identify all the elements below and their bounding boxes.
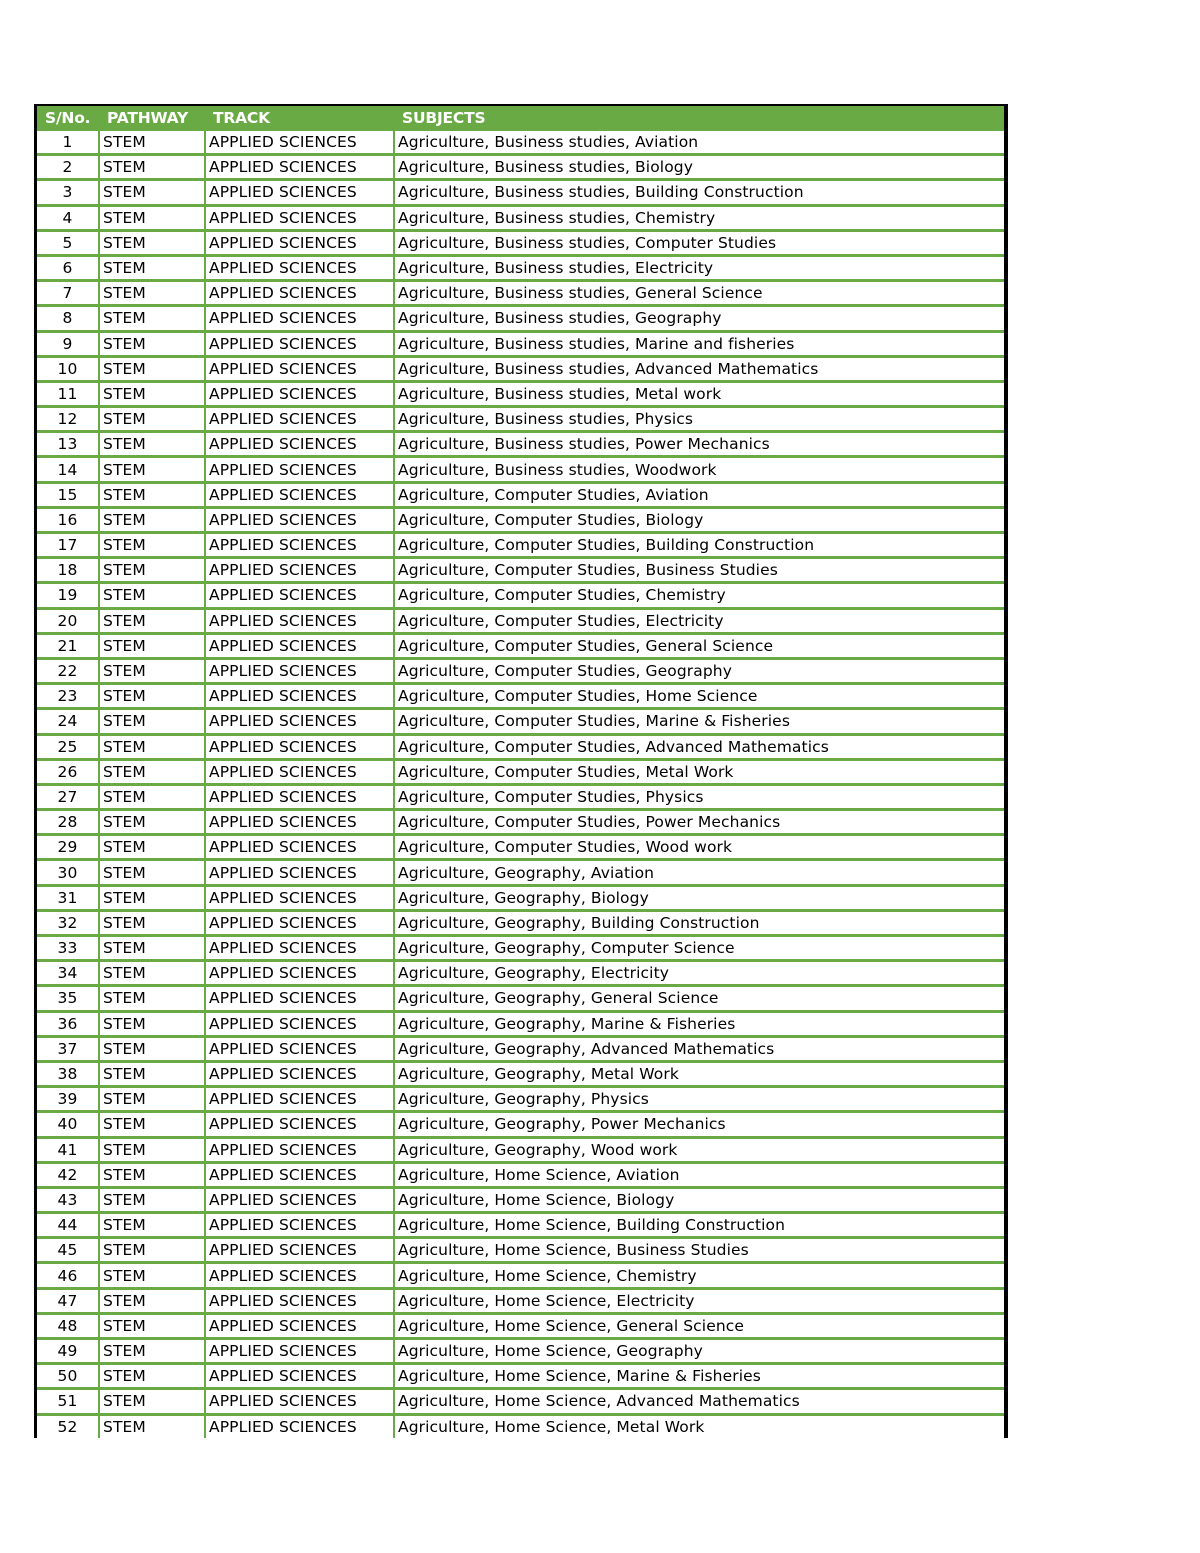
cell-sno: 36 xyxy=(37,1011,99,1036)
table-row xyxy=(37,1187,1004,1212)
cell-track: APPLIED SCIENCES xyxy=(205,130,394,155)
cell-sno: 35 xyxy=(37,986,99,1011)
cell-pathway: STEM xyxy=(99,1414,205,1438)
cell-subjects: Agriculture, Computer Studies, Marine & Fisheries xyxy=(394,709,1004,734)
table-row xyxy=(37,130,1004,155)
cell-sno: 21 xyxy=(37,633,99,658)
cell-pathway: STEM xyxy=(99,1313,205,1338)
cell-track: APPLIED SCIENCES xyxy=(205,533,394,558)
cell-pathway: STEM xyxy=(99,583,205,608)
cell-sno: 41 xyxy=(37,1137,99,1162)
cell-track: APPLIED SCIENCES xyxy=(205,583,394,608)
cell-subjects: Agriculture, Computer Studies, Aviation xyxy=(394,482,1004,507)
cell-subjects: Agriculture, Business studies, Building Construction xyxy=(394,180,1004,205)
cell-subjects: Agriculture, Business studies, Woodwork xyxy=(394,457,1004,482)
header-sno: S/No. xyxy=(37,106,99,130)
cell-track: APPLIED SCIENCES xyxy=(205,255,394,280)
cell-pathway: STEM xyxy=(99,1213,205,1238)
cell-sno: 52 xyxy=(57,1417,78,1436)
header-row xyxy=(37,106,1004,130)
cell-pathway: STEM xyxy=(99,608,205,633)
cell-subjects: Agriculture, Business studies, Metal work xyxy=(394,381,1004,406)
subject-combinations-table-container xyxy=(34,104,1008,1438)
table-row xyxy=(37,1339,1004,1364)
table-row xyxy=(37,1162,1004,1187)
table-row xyxy=(37,1087,1004,1112)
cell-track: APPLIED SCIENCES xyxy=(205,457,394,482)
table-row xyxy=(37,759,1004,784)
cell-pathway: STEM xyxy=(99,130,205,155)
cell-subjects: Agriculture, Computer Studies, Wood work xyxy=(394,835,1004,860)
table-row xyxy=(37,155,1004,180)
cell-track: APPLIED SCIENCES xyxy=(205,558,394,583)
cell-track: APPLIED SCIENCES xyxy=(205,230,394,255)
cell-subjects: Agriculture, Computer Studies, General Science xyxy=(394,633,1004,658)
table-row xyxy=(37,1213,1004,1238)
table-row xyxy=(37,1288,1004,1313)
cell-pathway: STEM xyxy=(99,558,205,583)
table-row xyxy=(37,1061,1004,1086)
cell-subjects: Agriculture, Computer Studies, Biology xyxy=(394,507,1004,532)
header-pathway: PATHWAY xyxy=(99,106,205,130)
cell-subjects: Agriculture, Home Science, Advanced Mathematics xyxy=(394,1389,1004,1414)
cell-track: APPLIED SCIENCES xyxy=(205,835,394,860)
cell-pathway: STEM xyxy=(99,482,205,507)
cell-pathway: STEM xyxy=(99,1061,205,1086)
table-row xyxy=(37,558,1004,583)
cell-subjects: Agriculture, Business studies, Aviation xyxy=(394,130,1004,155)
cell-sno: 38 xyxy=(37,1061,99,1086)
cell-pathway: STEM xyxy=(99,810,205,835)
table-row xyxy=(37,734,1004,759)
cell-track: APPLIED SCIENCES xyxy=(205,910,394,935)
table-row xyxy=(37,709,1004,734)
cell-track: APPLIED SCIENCES xyxy=(205,1364,394,1389)
cell-subjects: Agriculture, Computer Studies, Chemistry xyxy=(394,583,1004,608)
cell-subjects: Agriculture, Computer Studies, Physics xyxy=(394,784,1004,809)
table-row xyxy=(37,936,1004,961)
cell-pathway: STEM xyxy=(99,1263,205,1288)
cell-sno: 49 xyxy=(37,1339,99,1364)
cell-subjects: Agriculture, Home Science, Building Construction xyxy=(394,1213,1004,1238)
table-row xyxy=(37,583,1004,608)
table-body xyxy=(37,130,1004,1438)
cell-sno: 4 xyxy=(37,205,99,230)
cell-subjects: Agriculture, Geography, Metal Work xyxy=(394,1061,1004,1086)
table-row xyxy=(37,533,1004,558)
cell-subjects: Agriculture, Business studies, Power Mechanics xyxy=(394,432,1004,457)
cell-pathway: STEM xyxy=(99,1112,205,1137)
cell-subjects: Agriculture, Computer Studies, Building Construction xyxy=(394,533,1004,558)
cell-track: APPLIED SCIENCES xyxy=(205,1339,394,1364)
cell-subjects: Agriculture, Business studies, Electricity xyxy=(394,255,1004,280)
cell-track: APPLIED SCIENCES xyxy=(205,1061,394,1086)
cell-pathway: STEM xyxy=(99,507,205,532)
cell-sno: 44 xyxy=(37,1213,99,1238)
table-row xyxy=(37,205,1004,230)
cell-pathway: STEM xyxy=(99,860,205,885)
cell-track: APPLIED SCIENCES xyxy=(205,1263,394,1288)
table-row xyxy=(37,281,1004,306)
cell-subjects: Agriculture, Computer Studies, Electricity xyxy=(394,608,1004,633)
cell-sno: 9 xyxy=(37,331,99,356)
table-row xyxy=(37,255,1004,280)
cell-pathway: STEM xyxy=(99,432,205,457)
cell-pathway: STEM xyxy=(99,1187,205,1212)
table-row xyxy=(37,1414,1004,1438)
table-row xyxy=(37,784,1004,809)
cell-track: APPLIED SCIENCES xyxy=(205,180,394,205)
cell-sno: 3 xyxy=(37,180,99,205)
cell-subjects: Agriculture, Computer Studies, Power Mechanics xyxy=(394,810,1004,835)
table-row xyxy=(37,961,1004,986)
cell-sno: 28 xyxy=(37,810,99,835)
cell-pathway: STEM xyxy=(99,533,205,558)
table-row xyxy=(37,457,1004,482)
cell-track: APPLIED SCIENCES xyxy=(205,608,394,633)
cell-track: APPLIED SCIENCES xyxy=(205,1162,394,1187)
table-row xyxy=(37,658,1004,683)
cell-sno: 45 xyxy=(37,1238,99,1263)
table-row xyxy=(37,1263,1004,1288)
cell-sno: 51 xyxy=(37,1389,99,1414)
cell-track: APPLIED SCIENCES xyxy=(205,1313,394,1338)
cell-track: APPLIED SCIENCES xyxy=(205,381,394,406)
cell-track: APPLIED SCIENCES xyxy=(205,1137,394,1162)
cell-subjects: Agriculture, Home Science, Business Studies xyxy=(394,1238,1004,1263)
cell-subjects: Agriculture, Computer Studies, Geography xyxy=(394,658,1004,683)
cell-pathway: STEM xyxy=(99,734,205,759)
cell-pathway: STEM xyxy=(99,784,205,809)
cell-sno: 12 xyxy=(37,407,99,432)
cell-subjects: Agriculture, Home Science, Aviation xyxy=(394,1162,1004,1187)
cell-pathway: STEM xyxy=(99,759,205,784)
cell-subjects: Agriculture, Home Science, Metal Work xyxy=(394,1414,1004,1438)
cell-pathway: STEM xyxy=(99,1364,205,1389)
cell-subjects: Agriculture, Computer Studies, Home Science xyxy=(394,684,1004,709)
cell-track: APPLIED SCIENCES xyxy=(205,1011,394,1036)
cell-track: APPLIED SCIENCES xyxy=(205,709,394,734)
cell-pathway: STEM xyxy=(99,230,205,255)
cell-sno: 29 xyxy=(37,835,99,860)
cell-sno: 17 xyxy=(37,533,99,558)
cell-pathway: STEM xyxy=(99,155,205,180)
cell-track: APPLIED SCIENCES xyxy=(205,1389,394,1414)
table-row xyxy=(37,986,1004,1011)
cell-sno: 19 xyxy=(37,583,99,608)
cell-pathway: STEM xyxy=(99,281,205,306)
cell-pathway: STEM xyxy=(99,633,205,658)
table-row xyxy=(37,407,1004,432)
cell-sno: 6 xyxy=(37,255,99,280)
cell-sno: 10 xyxy=(37,356,99,381)
cell-pathway: STEM xyxy=(99,684,205,709)
cell-pathway: STEM xyxy=(99,1339,205,1364)
cell-pathway: STEM xyxy=(99,1162,205,1187)
cell-subjects: Agriculture, Computer Studies, Advanced Mathematics xyxy=(394,734,1004,759)
cell-sno: 18 xyxy=(37,558,99,583)
cell-track: APPLIED SCIENCES xyxy=(205,961,394,986)
cell-subjects: Agriculture, Geography, Power Mechanics xyxy=(394,1112,1004,1137)
cell-sno: 15 xyxy=(37,482,99,507)
cell-track: APPLIED SCIENCES xyxy=(205,1087,394,1112)
cell-sno: 27 xyxy=(37,784,99,809)
table-row xyxy=(37,885,1004,910)
cell-sno: 32 xyxy=(37,910,99,935)
cell-pathway: STEM xyxy=(99,407,205,432)
cell-sno: 34 xyxy=(37,961,99,986)
cell-subjects: Agriculture, Geography, Wood work xyxy=(394,1137,1004,1162)
cell-subjects: Agriculture, Home Science, Marine & Fisheries xyxy=(394,1364,1004,1389)
table-row xyxy=(37,1137,1004,1162)
table-row xyxy=(37,835,1004,860)
table-row xyxy=(37,910,1004,935)
table-row xyxy=(37,230,1004,255)
cell-pathway: STEM xyxy=(99,255,205,280)
cell-subjects: Agriculture, Geography, Advanced Mathematics xyxy=(394,1036,1004,1061)
cell-track: APPLIED SCIENCES xyxy=(205,482,394,507)
cell-subjects: Agriculture, Geography, Biology xyxy=(394,885,1004,910)
table-row xyxy=(37,684,1004,709)
cell-pathway: STEM xyxy=(99,1137,205,1162)
cell-pathway: STEM xyxy=(99,205,205,230)
cell-track: APPLIED SCIENCES xyxy=(205,936,394,961)
table-row xyxy=(37,1112,1004,1137)
table-row xyxy=(37,860,1004,885)
cell-pathway: STEM xyxy=(99,961,205,986)
table-row xyxy=(37,810,1004,835)
cell-sno: 39 xyxy=(37,1087,99,1112)
table-row xyxy=(37,331,1004,356)
cell-track: APPLIED SCIENCES xyxy=(205,331,394,356)
cell-pathway: STEM xyxy=(99,1389,205,1414)
cell-sno: 1 xyxy=(37,130,99,155)
cell-subjects: Agriculture, Geography, Building Construction xyxy=(394,910,1004,935)
subject-combinations-table xyxy=(37,106,1004,1438)
cell-pathway: STEM xyxy=(99,356,205,381)
cell-subjects: Agriculture, Business studies, Computer Studies xyxy=(394,230,1004,255)
cell-track: APPLIED SCIENCES xyxy=(205,860,394,885)
cell-sno: 24 xyxy=(37,709,99,734)
cell-sno: 48 xyxy=(37,1313,99,1338)
cell-subjects: Agriculture, Home Science, General Science xyxy=(394,1313,1004,1338)
cell-sno: 42 xyxy=(37,1162,99,1187)
cell-pathway: STEM xyxy=(99,1087,205,1112)
cell-track: APPLIED SCIENCES xyxy=(205,986,394,1011)
cell-subjects: Agriculture, Home Science, Biology xyxy=(394,1187,1004,1212)
cell-pathway: STEM xyxy=(99,835,205,860)
table-row xyxy=(37,1389,1004,1414)
cell-sno: 20 xyxy=(37,608,99,633)
cell-subjects: Agriculture, Geography, Electricity xyxy=(394,961,1004,986)
table-row xyxy=(37,381,1004,406)
cell-pathway: STEM xyxy=(99,936,205,961)
cell-track: APPLIED SCIENCES xyxy=(205,1288,394,1313)
cell-sno: 40 xyxy=(37,1112,99,1137)
cell-subjects: Agriculture, Business studies, Biology xyxy=(394,155,1004,180)
cell-track: APPLIED SCIENCES xyxy=(205,1238,394,1263)
cell-sno: 31 xyxy=(37,885,99,910)
cell-track: APPLIED SCIENCES xyxy=(205,281,394,306)
cell-sno: 22 xyxy=(37,658,99,683)
table-row xyxy=(37,356,1004,381)
cell-pathway: STEM xyxy=(99,910,205,935)
cell-subjects: Agriculture, Home Science, Electricity xyxy=(394,1288,1004,1313)
cell-pathway: STEM xyxy=(99,1036,205,1061)
table-header xyxy=(37,106,1004,130)
cell-track: APPLIED SCIENCES xyxy=(205,432,394,457)
cell-track: APPLIED SCIENCES xyxy=(205,759,394,784)
header-subjects: SUBJECTS xyxy=(394,106,1004,130)
cell-sno: 13 xyxy=(37,432,99,457)
cell-subjects: Agriculture, Computer Studies, Metal Work xyxy=(394,759,1004,784)
cell-subjects: Agriculture, Geography, Aviation xyxy=(394,860,1004,885)
cell-track: APPLIED SCIENCES xyxy=(205,306,394,331)
cell-track: APPLIED SCIENCES xyxy=(205,1187,394,1212)
cell-subjects: Agriculture, Geography, Computer Science xyxy=(394,936,1004,961)
table-row xyxy=(37,432,1004,457)
cell-subjects: Agriculture, Geography, Physics xyxy=(394,1087,1004,1112)
cell-subjects: Agriculture, Business studies, General Science xyxy=(394,281,1004,306)
cell-sno: 2 xyxy=(37,155,99,180)
cell-subjects: Agriculture, Geography, Marine & Fisheries xyxy=(394,1011,1004,1036)
cell-sno: 16 xyxy=(37,507,99,532)
cell-pathway: STEM xyxy=(99,986,205,1011)
cell-track: APPLIED SCIENCES xyxy=(205,507,394,532)
cell-subjects: Agriculture, Business studies, Advanced Mathematics xyxy=(394,356,1004,381)
cell-track: APPLIED SCIENCES xyxy=(205,684,394,709)
cell-pathway: STEM xyxy=(99,180,205,205)
table-row xyxy=(37,1238,1004,1263)
cell-subjects: Agriculture, Business studies, Geography xyxy=(394,306,1004,331)
cell-track: APPLIED SCIENCES xyxy=(205,1036,394,1061)
table-row xyxy=(37,1036,1004,1061)
cell-pathway: STEM xyxy=(99,1011,205,1036)
cell-track: APPLIED SCIENCES xyxy=(205,633,394,658)
table-row xyxy=(37,507,1004,532)
table-row xyxy=(37,608,1004,633)
cell-sno: 47 xyxy=(37,1288,99,1313)
cell-sno: 23 xyxy=(37,684,99,709)
cell-sno: 25 xyxy=(37,734,99,759)
table-row xyxy=(37,1364,1004,1389)
cell-track: APPLIED SCIENCES xyxy=(205,1414,394,1438)
table-row xyxy=(37,1313,1004,1338)
cell-track: APPLIED SCIENCES xyxy=(205,155,394,180)
cell-sno: 14 xyxy=(37,457,99,482)
cell-track: APPLIED SCIENCES xyxy=(205,356,394,381)
cell-track: APPLIED SCIENCES xyxy=(205,734,394,759)
cell-pathway: STEM xyxy=(99,658,205,683)
cell-pathway: STEM xyxy=(99,709,205,734)
table-row xyxy=(37,482,1004,507)
cell-track: APPLIED SCIENCES xyxy=(205,885,394,910)
cell-subjects: Agriculture, Business studies, Physics xyxy=(394,407,1004,432)
cell-subjects: Agriculture, Computer Studies, Business Studies xyxy=(394,558,1004,583)
cell-track: APPLIED SCIENCES xyxy=(205,658,394,683)
cell-sno: 46 xyxy=(37,1263,99,1288)
cell-pathway: STEM xyxy=(99,1238,205,1263)
cell-subjects: Agriculture, Business studies, Marine and fisheries xyxy=(394,331,1004,356)
cell-sno: 11 xyxy=(37,381,99,406)
table-row xyxy=(37,306,1004,331)
cell-sno: 5 xyxy=(37,230,99,255)
cell-pathway: STEM xyxy=(99,457,205,482)
cell-pathway: STEM xyxy=(99,1288,205,1313)
cell-track: APPLIED SCIENCES xyxy=(205,1213,394,1238)
table-row xyxy=(37,633,1004,658)
cell-pathway: STEM xyxy=(99,331,205,356)
cell-track: APPLIED SCIENCES xyxy=(205,407,394,432)
cell-pathway: STEM xyxy=(99,306,205,331)
cell-sno: 43 xyxy=(37,1187,99,1212)
cell-subjects: Agriculture, Home Science, Chemistry xyxy=(394,1263,1004,1288)
cell-track: APPLIED SCIENCES xyxy=(205,784,394,809)
cell-sno: 30 xyxy=(37,860,99,885)
cell-sno: 50 xyxy=(37,1364,99,1389)
header-track: TRACK xyxy=(205,106,394,130)
cell-track: APPLIED SCIENCES xyxy=(205,205,394,230)
table-row xyxy=(37,180,1004,205)
cell-sno: 26 xyxy=(37,759,99,784)
cell-subjects: Agriculture, Geography, General Science xyxy=(394,986,1004,1011)
cell-pathway: STEM xyxy=(99,381,205,406)
cell-sno: 8 xyxy=(37,306,99,331)
cell-sno: 7 xyxy=(37,281,99,306)
table-row xyxy=(37,1011,1004,1036)
cell-track: APPLIED SCIENCES xyxy=(205,810,394,835)
cell-sno: 33 xyxy=(37,936,99,961)
cell-track: APPLIED SCIENCES xyxy=(205,1112,394,1137)
cell-sno: 37 xyxy=(37,1036,99,1061)
cell-subjects: Agriculture, Home Science, Geography xyxy=(394,1339,1004,1364)
cell-subjects: Agriculture, Business studies, Chemistry xyxy=(394,205,1004,230)
cell-pathway: STEM xyxy=(99,885,205,910)
